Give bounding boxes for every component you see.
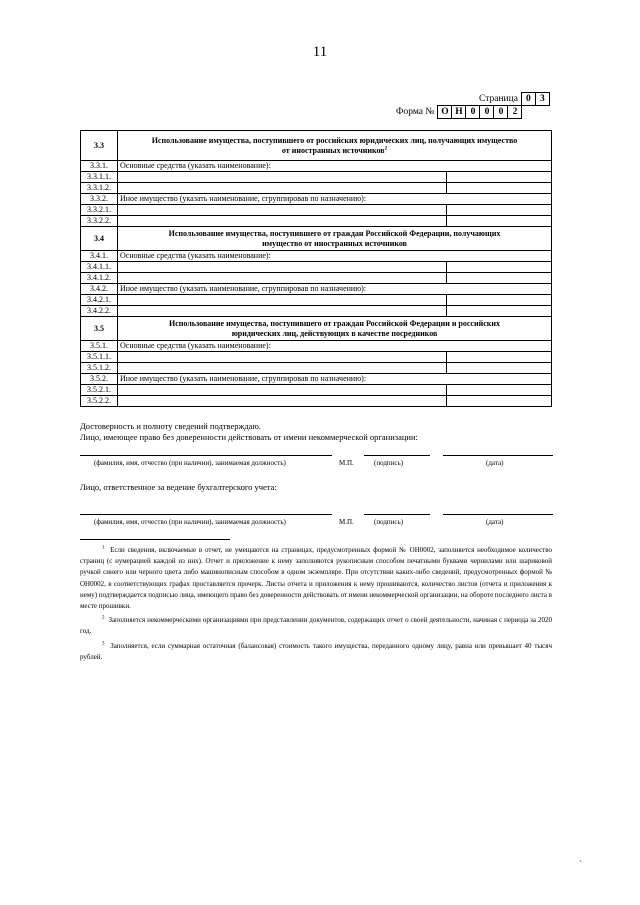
table-row bbox=[81, 273, 552, 284]
value-cell[interactable] bbox=[447, 396, 552, 407]
date-line[interactable] bbox=[443, 455, 553, 456]
section-title-line: Использование имущества, поступившего от граждан Российской Федерации, получающих bbox=[168, 229, 501, 239]
name-cell[interactable] bbox=[118, 262, 447, 273]
section-title bbox=[118, 131, 552, 161]
footnote-mark: 3 bbox=[102, 641, 105, 647]
signature-caption: (подпись) bbox=[374, 459, 404, 467]
section-title-line: Использование имущества, поступившего от российских юридических лиц, получающих имущество bbox=[151, 136, 518, 146]
row-label: Иное имущество (указать наименование, сгруппировав по назначению): bbox=[118, 284, 552, 295]
form-code-cell: О bbox=[437, 105, 452, 119]
section-header-row bbox=[81, 131, 552, 161]
row-number: 3.3.1.1. bbox=[81, 172, 118, 183]
section-title bbox=[118, 227, 552, 251]
section-title-line: Использование имущества, поступившего от граждан Российской Федерации и российских bbox=[169, 319, 500, 329]
property-usage-table bbox=[80, 130, 552, 407]
footnote-text: Заполняется некоммерческими организациями при представлении документов, содержащих отчет о своей деятельности, начиная с периода за 2020 год. bbox=[80, 616, 553, 636]
section-number: 3.5 bbox=[81, 317, 118, 341]
row-number: 3.5.2.2. bbox=[81, 396, 118, 407]
seal-place-caption: М.П. bbox=[339, 459, 354, 467]
name-caption: (фамилия, имя, отчество (при наличии), занимаемая должность) bbox=[94, 518, 286, 526]
form-code-box bbox=[396, 105, 522, 119]
name-cell[interactable] bbox=[118, 396, 447, 407]
value-cell[interactable] bbox=[447, 205, 552, 216]
footnote bbox=[80, 545, 552, 612]
footnote bbox=[80, 641, 552, 663]
footnotes bbox=[80, 545, 552, 666]
row-label: Основные средства (указать наименование): bbox=[118, 341, 552, 352]
section-title-line: имущество от иностранных источников bbox=[262, 238, 407, 248]
seal-place-caption: М.П. bbox=[339, 518, 354, 526]
row-number: 3.3.2.2. bbox=[81, 216, 118, 227]
name-cell[interactable] bbox=[118, 295, 447, 306]
table-row bbox=[81, 251, 552, 262]
row-number: 3.5.1.2. bbox=[81, 363, 118, 374]
row-label: Иное имущество (указать наименование, сгруппировав по назначению): bbox=[118, 374, 552, 385]
row-number: 3.5.1. bbox=[81, 341, 118, 352]
section-title-line: от иностранных источников bbox=[281, 145, 385, 155]
row-number: 3.4.1. bbox=[81, 251, 118, 262]
name-cell[interactable] bbox=[118, 352, 447, 363]
table-row bbox=[81, 183, 552, 194]
value-cell[interactable] bbox=[447, 262, 552, 273]
value-cell[interactable] bbox=[447, 172, 552, 183]
table-row bbox=[81, 161, 552, 172]
footnote-ref: 2 bbox=[384, 145, 388, 151]
table-row bbox=[81, 262, 552, 273]
form-label: Форма № bbox=[396, 107, 435, 117]
name-signature-line[interactable] bbox=[80, 514, 332, 515]
value-cell[interactable] bbox=[447, 216, 552, 227]
date-caption: (дата) bbox=[486, 459, 504, 467]
table-row bbox=[81, 396, 552, 407]
footnote-text: Заполняется, если суммарная остаточная (балансовая) стоимость такого имущества, переданного одному лицу, равна или превышает 40 тысяч рублей. bbox=[80, 641, 552, 661]
name-signature-line[interactable] bbox=[80, 455, 332, 456]
name-cell[interactable] bbox=[118, 273, 447, 284]
name-cell[interactable] bbox=[118, 216, 447, 227]
footnote bbox=[80, 615, 552, 637]
table-row bbox=[81, 172, 552, 183]
value-cell[interactable] bbox=[447, 183, 552, 194]
name-cell[interactable] bbox=[118, 306, 447, 317]
value-cell[interactable] bbox=[447, 273, 552, 284]
section-number: 3.4 bbox=[81, 227, 118, 251]
form-code-cell: 2 bbox=[507, 105, 522, 119]
table-row bbox=[81, 216, 552, 227]
accountant-label: Лицо, ответственное за ведение бухгалтерского учета: bbox=[80, 482, 277, 492]
footnote-mark: 1 bbox=[102, 545, 105, 551]
page-code-box bbox=[479, 92, 550, 106]
signature-caption: (подпись) bbox=[374, 518, 404, 526]
form-code-cell: 0 bbox=[493, 105, 508, 119]
row-number: 3.4.1.2. bbox=[81, 273, 118, 284]
footnote-text: Если сведения, включаемые в отчет, не умещаются на страницах, предусмотренных формой № ОН0002, заполняется необходимое количество страниц (с нумерацией каждой из них). Отчет и приложение к нему заполняются рукописным способом печатными буквами чернилами или шариковой ручкой синего или черного цвета либо машинописным способом в одном экземпляре. При отсутствии каких-либо сведений, предусмотренных формой № ОН0002, в соответствующих графах проставляется прочерк. Листы отчета и приложения к нему прошиваются, количество листов (отчета и приложения к нему) подтверждается подписью лица, имеющего право без доверенности действовать от имени некоммерческой организации, на обороте последнего листа в месте прошивки. bbox=[80, 546, 552, 610]
row-number: 3.3.1.2. bbox=[81, 183, 118, 194]
table-row bbox=[81, 205, 552, 216]
table-row bbox=[81, 194, 552, 205]
row-number: 3.3.2.1. bbox=[81, 205, 118, 216]
page-digit-cell: 0 bbox=[521, 92, 536, 106]
section-title-line: юридических лиц, действующих в качестве посредников bbox=[231, 328, 438, 338]
row-label: Основные средства (указать наименование): bbox=[118, 161, 552, 172]
row-number: 3.5.1.1. bbox=[81, 352, 118, 363]
table-row bbox=[81, 352, 552, 363]
date-line[interactable] bbox=[443, 514, 553, 515]
form-code-cell: Н bbox=[451, 105, 466, 119]
form-code-cell: 0 bbox=[465, 105, 480, 119]
section-header-row bbox=[81, 317, 552, 341]
signature-line[interactable] bbox=[364, 455, 430, 456]
footnote-separator bbox=[80, 539, 230, 540]
row-label: Основные средства (указать наименование): bbox=[118, 251, 552, 262]
row-number: 3.3.1. bbox=[81, 161, 118, 172]
signature-line[interactable] bbox=[364, 514, 430, 515]
value-cell[interactable] bbox=[447, 363, 552, 374]
footnote-mark: 2 bbox=[102, 615, 105, 621]
name-cell[interactable] bbox=[118, 183, 447, 194]
section-title bbox=[118, 317, 552, 341]
name-cell[interactable] bbox=[118, 363, 447, 374]
table-row bbox=[81, 374, 552, 385]
value-cell[interactable] bbox=[447, 385, 552, 396]
row-number: 3.4.2.2. bbox=[81, 306, 118, 317]
table-row bbox=[81, 306, 552, 317]
page-digit-cell: 3 bbox=[535, 92, 550, 106]
confirmation-line: Достоверность и полноту сведений подтверждаю. bbox=[80, 421, 261, 431]
row-number: 3.5.2. bbox=[81, 374, 118, 385]
table-row bbox=[81, 385, 552, 396]
authorized-person-label: Лицо, имеющее право без доверенности действовать от имени некоммерческой организации: bbox=[80, 432, 418, 442]
pen-mark-icon: ˏ bbox=[579, 852, 582, 862]
row-number: 3.4.2.1. bbox=[81, 295, 118, 306]
name-caption: (фамилия, имя, отчество (при наличии), занимаемая должность) bbox=[94, 459, 286, 467]
section-number: 3.3 bbox=[81, 131, 118, 161]
row-number: 3.5.2.1. bbox=[81, 385, 118, 396]
table-row bbox=[81, 284, 552, 295]
page-label: Страница bbox=[479, 94, 518, 104]
section-header-row bbox=[81, 227, 552, 251]
table-row bbox=[81, 341, 552, 352]
value-cell[interactable] bbox=[447, 352, 552, 363]
value-cell[interactable] bbox=[447, 306, 552, 317]
row-label: Иное имущество (указать наименование, сгруппировав по назначению): bbox=[118, 194, 552, 205]
form-code-cell: 0 bbox=[479, 105, 494, 119]
table-row bbox=[81, 363, 552, 374]
value-cell[interactable] bbox=[447, 295, 552, 306]
date-caption: (дата) bbox=[486, 518, 504, 526]
table-row bbox=[81, 295, 552, 306]
row-number: 3.4.2. bbox=[81, 284, 118, 295]
row-number: 3.4.1.1. bbox=[81, 262, 118, 273]
name-cell[interactable] bbox=[118, 385, 447, 396]
row-number: 3.3.2. bbox=[81, 194, 118, 205]
page-number: 11 bbox=[312, 44, 328, 60]
name-cell[interactable] bbox=[118, 205, 447, 216]
name-cell[interactable] bbox=[118, 172, 447, 183]
